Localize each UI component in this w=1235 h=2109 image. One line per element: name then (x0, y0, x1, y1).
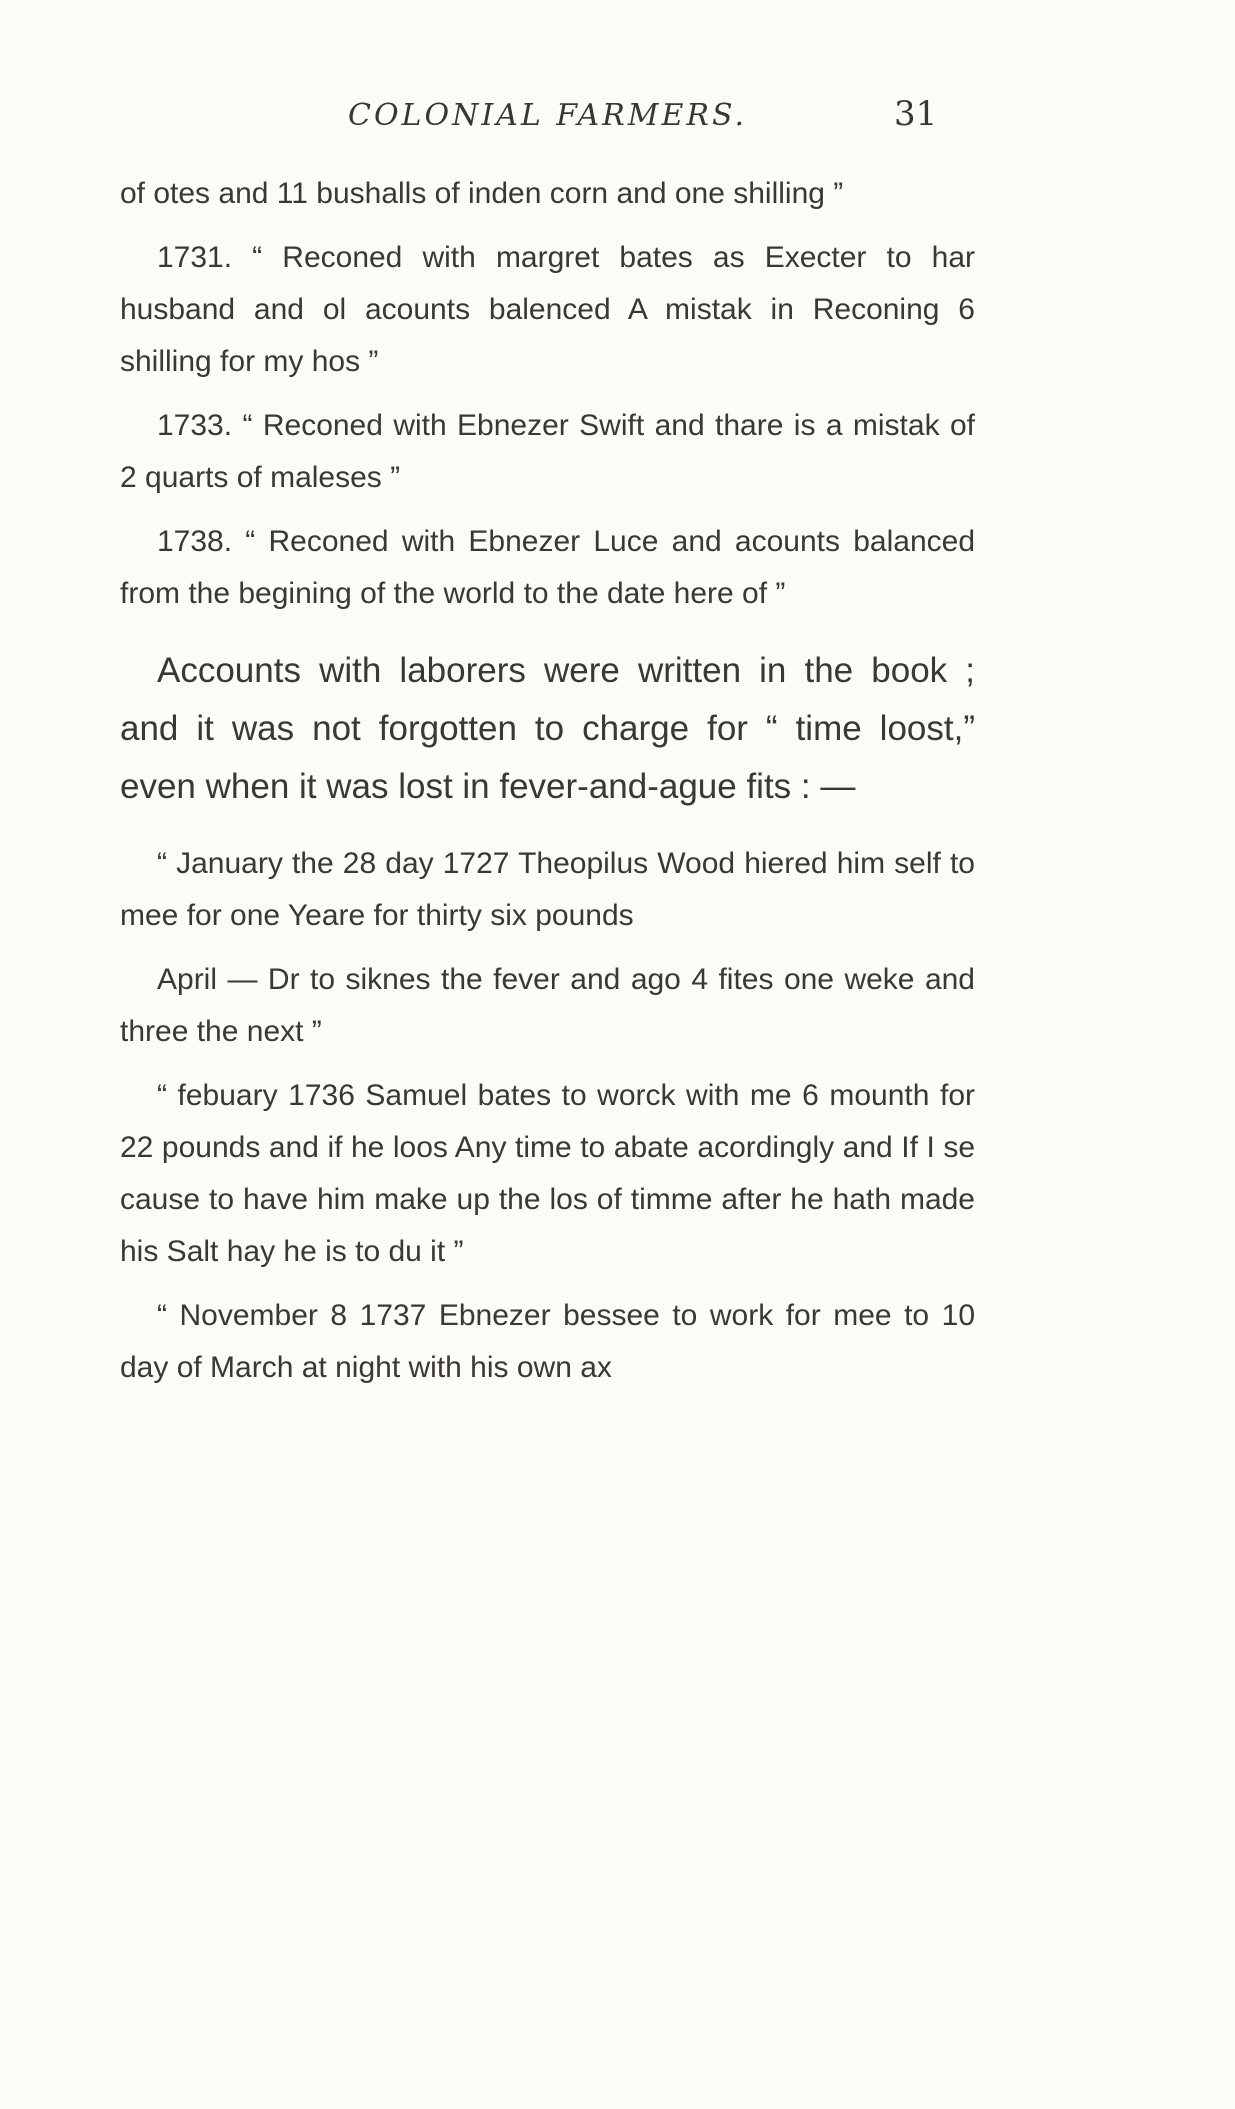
quote-paragraph-1738: 1738. “ Reconed with Ebnezer Luce and acounts balanced from the begining of the world to the date here of ” (120, 525, 975, 610)
quote-paragraph-november-1737: “ November 8 1737 Ebnezer bessee to work for mee to 10 day of March at night with his own ax (120, 1299, 975, 1384)
quote-paragraph-continued: of otes and 11 bushalls of inden corn and one shilling ” (120, 177, 844, 210)
page-number: 31 (894, 94, 938, 134)
quote-paragraph-january-1727: “ January the 28 day 1727 Theopilus Wood hiered him self to mee for one Yeare for thirty six pounds (120, 847, 975, 932)
quote-paragraph-april: April — Dr to siknes the fever and ago 4 fites one weke and three the next ” (120, 963, 975, 1048)
quote-paragraph-febuary-1736: “ febuary 1736 Samuel bates to worck with me 6 mounth for 22 pounds and if he loos Any time to abate acordingly and If I se cause to have him make up the los of timme after he hath made his Salt hay he is to du it ” (120, 1079, 975, 1268)
quote-paragraph-1731: 1731. “ Reconed with margret bates as Execter to har husband and ol acounts balenced A mistak in Reconing 6 shilling for my hos ” (120, 241, 975, 378)
quote-paragraph-1733: 1733. “ Reconed with Ebnezer Swift and thare is a mistak of 2 quarts of maleses ” (120, 409, 975, 494)
body-paragraph-laborers: Accounts with laborers were written in the book ; and it was not forgotten to charge for “ time loost,” even when it was lost in fever-and-ague fits : — (120, 651, 975, 806)
running-head: COLONIAL FARMERS. (348, 98, 747, 133)
text-block (120, 168, 975, 1394)
